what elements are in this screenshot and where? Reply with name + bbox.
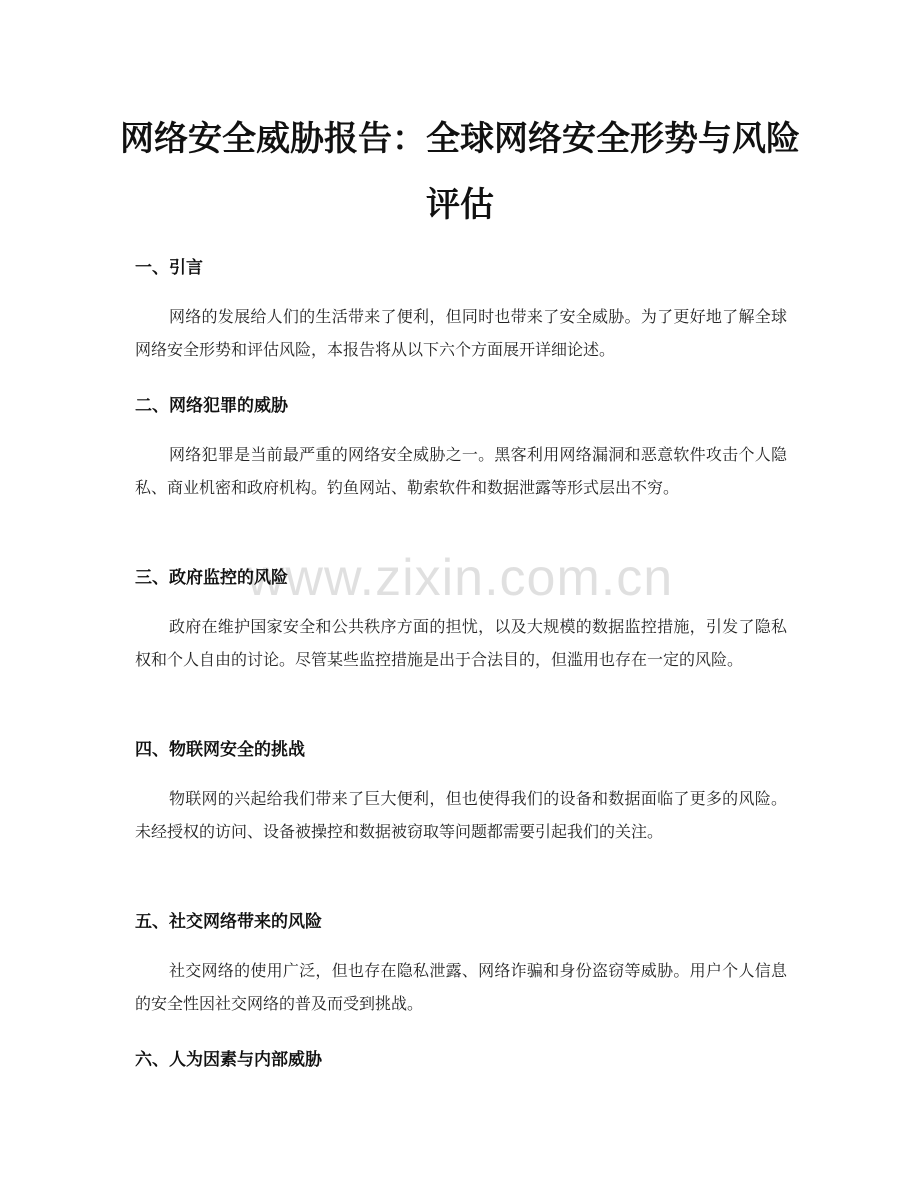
section-body-intro: 网络的发展给人们的生活带来了便利，但同时也带来了安全威胁。为了更好地了解全球网络安全形势和评估风险，本报告将从以下六个方面展开详细论述。 bbox=[135, 307, 787, 359]
document-title: 网络安全威胁报告：全球网络安全形势与风险评估 bbox=[120, 119, 800, 225]
watermark: www.zixin.com.cn bbox=[246, 549, 674, 607]
section-heading-social: 五、社交网络带来的风险 bbox=[135, 912, 322, 932]
section-heading-iot: 四、物联网安全的挑战 bbox=[135, 740, 305, 760]
section-body-iot: 物联网的兴起给我们带来了巨大便利，但也使得我们的设备和数据面临了更多的风险。未经授权的访问、设备被操控和数据被窃取等问题都需要引起我们的关注。 bbox=[135, 789, 787, 841]
section-heading-cybercrime: 二、网络犯罪的威胁 bbox=[135, 396, 288, 416]
section-body-cybercrime: 网络犯罪是当前最严重的网络安全威胁之一。黑客利用网络漏洞和恶意软件攻击个人隐私、商业机密和政府机构。钓鱼网站、勒索软件和数据泄露等形式层出不穷。 bbox=[135, 445, 787, 497]
section-heading-insider: 六、人为因素与内部威胁 bbox=[135, 1050, 322, 1070]
section-body-social: 社交网络的使用广泛，但也存在隐私泄露、网络诈骗和身份盗窃等威胁。用户个人信息的安全性因社交网络的普及而受到挑战。 bbox=[135, 961, 787, 1013]
section-heading-surveillance: 三、政府监控的风险 bbox=[135, 568, 288, 588]
section-heading-intro: 一、引言 bbox=[135, 258, 203, 278]
section-body-surveillance: 政府在维护国家安全和公共秩序方面的担忧，以及大规模的数据监控措施，引发了隐私权和个人自由的讨论。尽管某些监控措施是出于合法目的，但滥用也存在一定的风险。 bbox=[135, 617, 787, 669]
